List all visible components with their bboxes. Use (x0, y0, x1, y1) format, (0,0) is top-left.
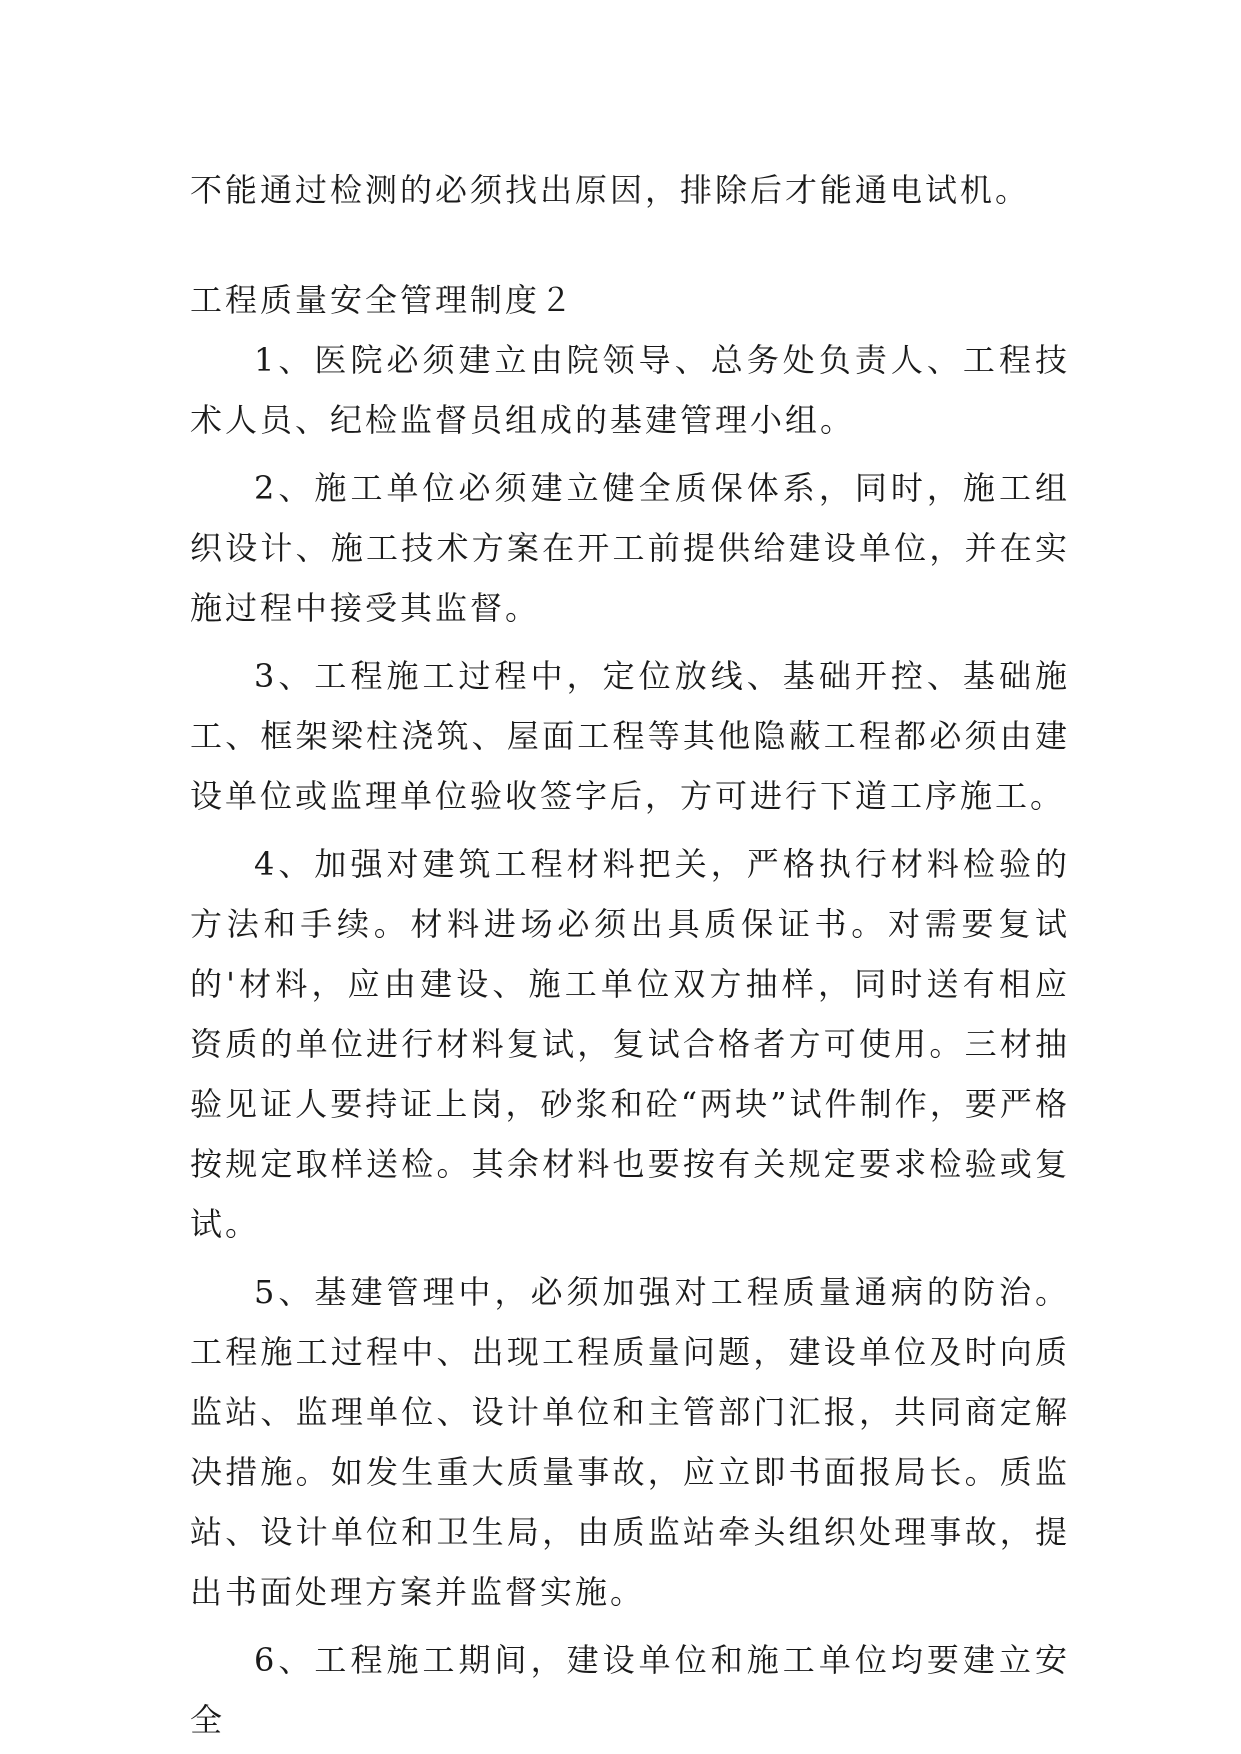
paragraph-5: 5、基建管理中，必须加强对工程质量通病的防治。工程施工过程中、出现工程质量问题，建设单位及时向质监站、监理单位、设计单位和主管部门汇报，共同商定解决措施。如发生重大质量事故，应立即书面报局长。质监站、设计单位和卫生局，由质监站牵头组织处理事故，提出书面处理方案并监督实施。 (190, 1273, 1070, 1611)
paragraph-6: 6、工程施工期间，建设单位和施工单位均要建立安全 (190, 1641, 1070, 1739)
paragraph-4: 4、加强对建筑工程材料把关，严格执行材料检验的方法和手续。材料进场必须出具质保证书。对需要复试的'材料，应由建设、施工单位双方抽样，同时送有相应资质的单位进行材料复试，复试合格者方可使用。三材抽验见证人要持证上岗，砂浆和砼“两块”试件制作，要严格按规定取样送检。其余材料也要按有关规定要求检验或复试。 (190, 845, 1070, 1243)
lead-line: 不能通过检测的必须找出原因，排除后才能通电试机。 (190, 171, 1031, 209)
paragraph-2: 2、施工单位必须建立健全质保体系，同时，施工组织设计、施工技术方案在开工前提供给建设单位，并在实施过程中接受其监督。 (190, 469, 1070, 627)
paragraph-1: 1、医院必须建立由院领导、总务处负责人、工程技术人员、纪检监督员组成的基建管理小组。 (190, 341, 1070, 439)
document-body (190, 160, 1070, 1750)
paragraph-3: 3、工程施工过程中，定位放线、基础开控、基础施工、框架梁柱浇筑、屋面工程等其他隐蔽工程都必须由建设单位或监理单位验收签字后，方可进行下道工序施工。 (190, 657, 1070, 815)
section-title: 工程质量安全管理制度２ (190, 281, 576, 319)
